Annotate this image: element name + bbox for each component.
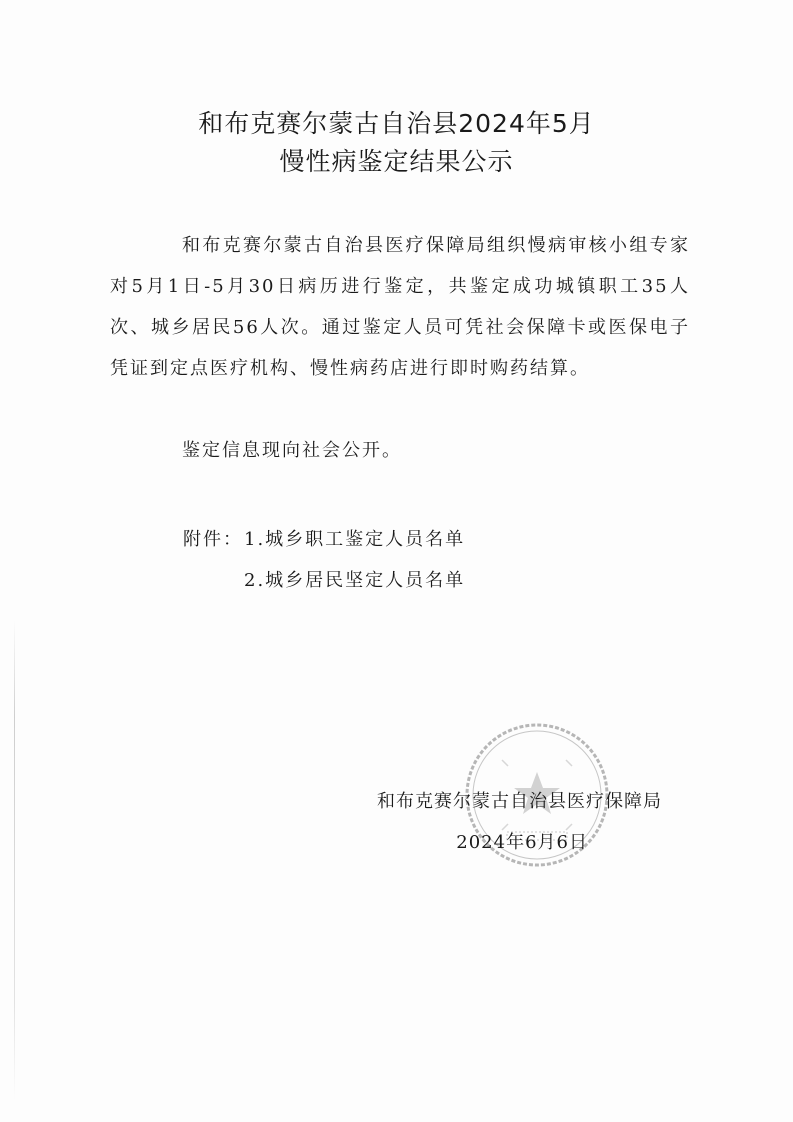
document-title-line2: 慢性病鉴定结果公示	[279, 147, 514, 176]
issue-date: 2024年6月6日	[456, 832, 588, 853]
attachment-item-1: 1.城乡职工鉴定人员名单	[244, 529, 466, 550]
attachment-item-2: 2.城乡居民坚定人员名单	[244, 570, 466, 591]
issuer-organization: 和布克赛尔蒙古自治县医疗保障局	[377, 791, 662, 812]
scan-edge-line	[14, 620, 15, 1100]
attachments-label: 附件：	[183, 529, 243, 550]
document-title-line1: 和布克赛尔蒙古自治县2024年5月	[198, 109, 595, 138]
body-paragraph-2: 鉴定信息现向社会公开。	[182, 440, 402, 461]
body-paragraph-1: 和布克赛尔蒙古自治县医疗保障局组织慢病审核小组专家对5月1日-5月30日病历进行鉴定，共鉴定成功城镇职工35人次、城乡居民56人次。通过鉴定人员可凭社会保障卡或医保电子凭证到定点医疗机构、慢性病药店进行即时购药结算。	[110, 235, 690, 379]
